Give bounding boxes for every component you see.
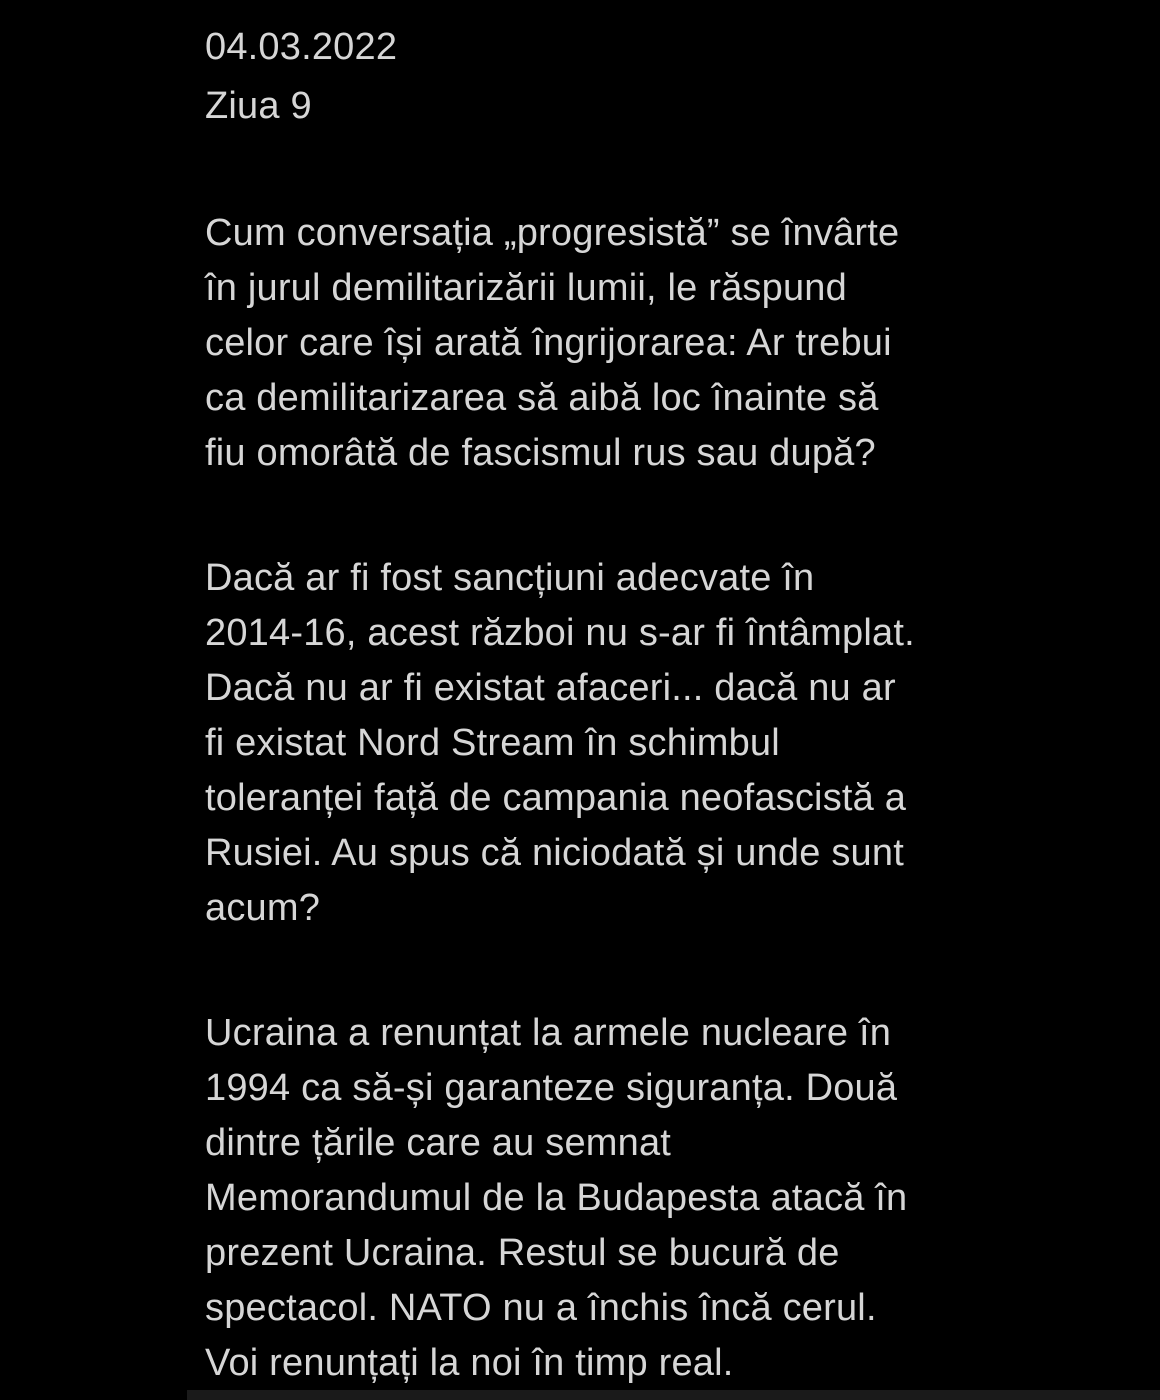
text-line: 2014-16, acest război nu s-ar fi întâmplat. xyxy=(205,612,915,654)
text-line: Dacă ar fi fost sancțiuni adecvate în xyxy=(205,557,815,599)
text-line: ca demilitarizarea să aibă loc înainte să xyxy=(205,377,879,419)
text-line: spectacol. NATO nu a închis încă cerul. xyxy=(205,1287,877,1329)
text-line: Rusiei. Au spus că niciodată și unde sunt xyxy=(205,832,904,874)
text-line: Memorandumul de la Budapesta atacă în xyxy=(205,1177,908,1219)
post-header xyxy=(205,18,1160,136)
paragraph-3 xyxy=(205,1006,1160,1391)
text-line: prezent Ucraina. Restul se bucură de xyxy=(205,1232,840,1274)
text-line: Ucraina a renunțat la armele nucleare în xyxy=(205,1012,892,1054)
paragraph-2 xyxy=(205,551,1160,936)
paragraph-1 xyxy=(205,206,1160,481)
text-line: celor care își arată îngrijorarea: Ar trebui xyxy=(205,322,892,364)
text-line: Cum conversația „progresistă” se învârte xyxy=(205,212,900,254)
bottom-strip xyxy=(187,1390,1160,1400)
text-line: Dacă nu ar fi existat afaceri... dacă nu ar xyxy=(205,667,896,709)
text-line: toleranței față de campania neofascistă a xyxy=(205,777,907,819)
text-line: 1994 ca să-și garanteze siguranța. Două xyxy=(205,1067,898,1109)
text-line: Voi renunțați la noi în timp real. xyxy=(205,1342,734,1384)
post-date: 04.03.2022 xyxy=(205,26,398,68)
text-line: fiu omorâtă de fascismul rus sau după? xyxy=(205,432,876,474)
text-line: dintre țările care au semnat xyxy=(205,1122,672,1164)
text-line: acum? xyxy=(205,887,321,929)
text-line: în jurul demilitarizării lumii, le răspund xyxy=(205,267,847,309)
post-day-counter: Ziua 9 xyxy=(205,85,312,127)
text-line: fi existat Nord Stream în schimbul xyxy=(205,722,780,764)
